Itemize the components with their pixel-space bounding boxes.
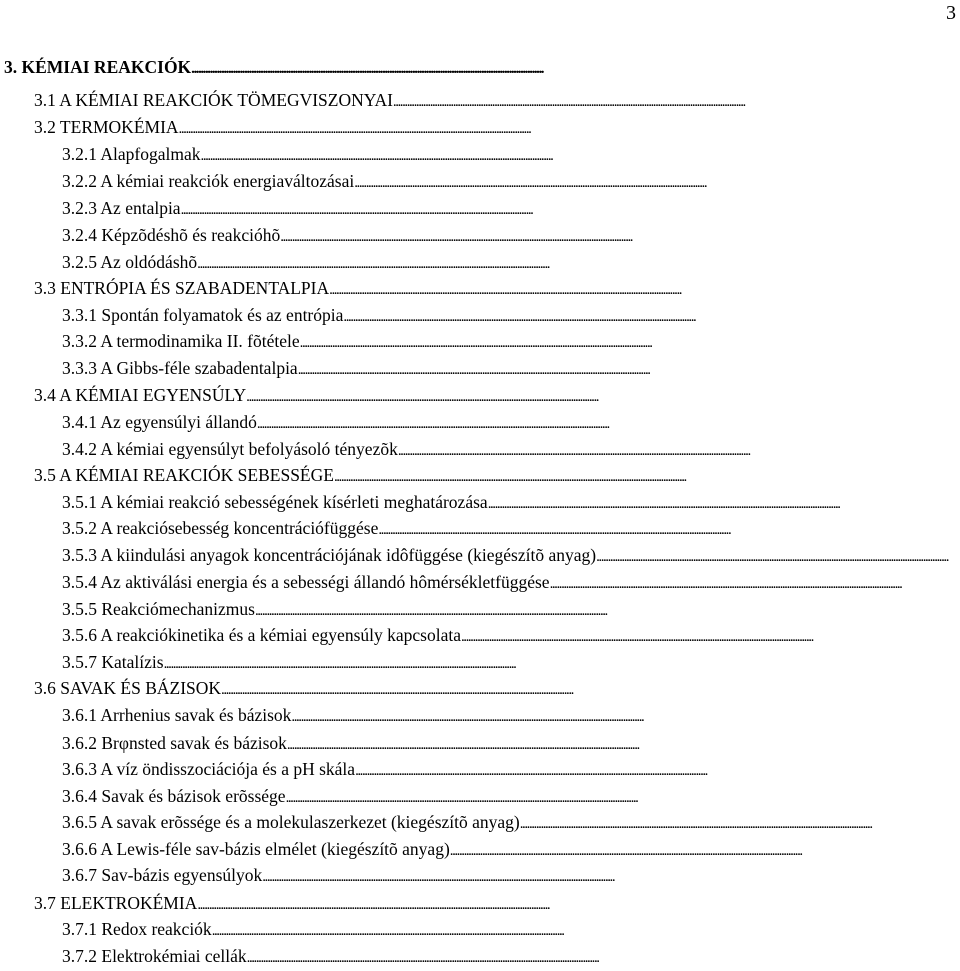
dot-leader xyxy=(257,411,956,437)
toc-entry-label: 3.6.5 A savak erõssége és a molekulaszerkezet (kiegészítõ anyag) xyxy=(62,812,520,832)
toc-entry[interactable] xyxy=(62,141,956,167)
toc-entry-label: 3.2.4 Képzõdéshõ és reakcióhõ xyxy=(62,225,281,245)
dot-leader xyxy=(212,918,956,944)
toc-entry-label: 3.2.1 Alapfogalmak xyxy=(62,144,201,164)
toc-entry[interactable] xyxy=(62,436,956,462)
toc-entry-label: 3.3.3 A Gibbs-féle szabadentalpia xyxy=(62,358,298,378)
dot-leader xyxy=(450,838,956,864)
dot-leader xyxy=(329,277,956,303)
toc-entry-label: 3.5 A KÉMIAI REAKCIÓK SEBESSÉGE xyxy=(34,465,334,485)
toc-entry-label: 3.6.2 Brφnsted savak és bázisok xyxy=(62,733,287,753)
toc-entry-label: 3.5.5 Reakciómechanizmus xyxy=(62,599,255,619)
dot-leader xyxy=(280,224,956,250)
toc-entry[interactable] xyxy=(62,622,956,648)
toc-entry-label: 3.5.6 A reakciókinetika és a kémiai egyensúly kapcsolata xyxy=(62,625,461,645)
toc-entry[interactable] xyxy=(62,649,956,675)
dot-leader xyxy=(393,89,956,115)
toc-entry[interactable] xyxy=(62,730,956,756)
toc-entry[interactable] xyxy=(34,890,956,916)
toc-entry-label: 3.3.2 A termodinamika II. fõtétele xyxy=(62,331,300,351)
toc-entry-label: 3.5.3 A kiindulási anyagok koncentrációjának idôfüggése (kiegészítõ anyag) xyxy=(62,545,597,565)
dot-leader xyxy=(262,864,956,890)
toc-entry-label: 3.7 ELEKTROKÉMIA xyxy=(34,893,198,913)
toc-entry[interactable] xyxy=(62,409,956,435)
dot-leader xyxy=(550,571,956,597)
toc-entry[interactable] xyxy=(62,195,956,221)
toc-entry[interactable] xyxy=(62,222,956,248)
toc-entry-label: 3.7.1 Redox reakciók xyxy=(62,919,212,939)
toc-entry[interactable] xyxy=(34,675,956,701)
toc-entry[interactable] xyxy=(34,382,956,408)
dot-leader xyxy=(298,357,956,383)
toc-entry[interactable] xyxy=(4,54,956,80)
toc-entry-label: 3.1 A KÉMIAI REAKCIÓK TÖMEGVISZONYAI xyxy=(34,90,393,110)
dot-leader xyxy=(300,330,956,356)
toc-entry[interactable] xyxy=(62,249,956,275)
toc-entry-label: 3.4.1 Az egyensúlyi állandó xyxy=(62,412,257,432)
toc-entry-label: 3.5.2 A reakciósebesség koncentrációfüggése xyxy=(62,518,379,538)
toc-entry[interactable] xyxy=(62,489,956,515)
toc-entry[interactable] xyxy=(62,328,956,354)
toc-entry[interactable] xyxy=(62,515,956,541)
dot-leader xyxy=(378,517,956,543)
toc-entry[interactable] xyxy=(34,87,956,113)
toc-entry[interactable] xyxy=(62,809,956,835)
dot-leader xyxy=(398,438,956,464)
toc-entry[interactable] xyxy=(62,943,956,969)
dot-leader xyxy=(191,56,956,82)
toc-entry-label: 3.6.4 Savak és bázisok erõssége xyxy=(62,786,286,806)
toc-entry[interactable] xyxy=(62,542,956,568)
toc-entry-label: 3.6.3 A víz öndisszociációja és a pH skála xyxy=(62,759,356,779)
toc-entry-label: 3.5.7 Katalízis xyxy=(62,652,164,672)
toc-entry-label: 3.2.5 Az oldódáshõ xyxy=(62,252,198,272)
toc-entry[interactable] xyxy=(62,783,956,809)
toc-entry[interactable] xyxy=(62,596,956,622)
toc-entry-label: 3.7.2 Elektrokémiai cellák xyxy=(62,946,247,966)
dot-leader xyxy=(520,811,956,837)
toc-entry-label: 3.2 TERMOKÉMIA xyxy=(34,117,179,137)
dot-leader xyxy=(247,945,956,971)
toc-entry[interactable] xyxy=(62,862,956,888)
toc-entry[interactable] xyxy=(34,114,956,140)
toc-entry-label: 3.4.2 A kémiai egyensúlyt befolyásoló tényezõk xyxy=(62,439,398,459)
dot-leader xyxy=(246,384,956,410)
toc-entry-label: 3.3 ENTRÓPIA ÉS SZABADENTALPIA xyxy=(34,278,330,298)
dot-leader xyxy=(343,304,956,330)
dot-leader xyxy=(461,624,956,650)
dot-leader xyxy=(291,704,956,730)
dot-leader xyxy=(197,251,956,277)
page-number: 3 xyxy=(946,2,956,24)
toc-entry-label: 3.6.6 A Lewis-féle sav-bázis elmélet (kiegészítõ anyag) xyxy=(62,839,450,859)
dot-leader xyxy=(334,464,956,490)
dot-leader xyxy=(255,598,956,624)
dot-leader xyxy=(197,892,956,918)
toc-entry-label: 3.5.1 A kémiai reakció sebességének kísérleti meghatározása xyxy=(62,492,488,512)
dot-leader xyxy=(221,677,956,703)
dot-leader xyxy=(164,651,956,677)
toc-entry-label: 3.6.7 Sav-bázis egyensúlyok xyxy=(62,865,263,885)
toc-entry[interactable] xyxy=(62,355,956,381)
toc-entry[interactable] xyxy=(62,168,956,194)
toc-entry[interactable] xyxy=(62,916,956,942)
toc-entry-label: 3.6.1 Arrhenius savak és bázisok xyxy=(62,705,292,725)
dot-leader xyxy=(287,732,956,758)
toc-entry[interactable] xyxy=(62,756,956,782)
toc-entry-label: 3.5.4 Az aktiválási energia és a sebességi állandó hômérsékletfüggése xyxy=(62,572,550,592)
dot-leader xyxy=(179,116,956,142)
dot-leader xyxy=(488,491,956,517)
dot-leader xyxy=(355,758,956,784)
toc-entry[interactable] xyxy=(62,702,956,728)
toc-entry-label: 3.3.1 Spontán folyamatok és az entrópia xyxy=(62,305,344,325)
dot-leader xyxy=(201,143,956,169)
dot-leader xyxy=(354,170,956,196)
toc-entry-label: 3.4 A KÉMIAI EGYENSÚLY xyxy=(34,385,247,405)
toc-entry[interactable] xyxy=(62,836,956,862)
toc-entry[interactable] xyxy=(34,462,956,488)
toc-entry[interactable] xyxy=(62,569,956,595)
toc-entry-label: 3. KÉMIAI REAKCIÓK xyxy=(4,57,192,77)
toc-entry[interactable] xyxy=(34,275,956,301)
dot-leader xyxy=(596,544,956,570)
toc-entry-label: 3.2.2 A kémiai reakciók energiaváltozásai xyxy=(62,171,355,191)
dot-leader xyxy=(181,197,956,223)
toc-entry-label: 3.6 SAVAK ÉS BÁZISOK xyxy=(34,678,222,698)
toc-entry[interactable] xyxy=(62,302,956,328)
dot-leader xyxy=(286,785,956,811)
toc-entry-label: 3.2.3 Az entalpia xyxy=(62,198,181,218)
